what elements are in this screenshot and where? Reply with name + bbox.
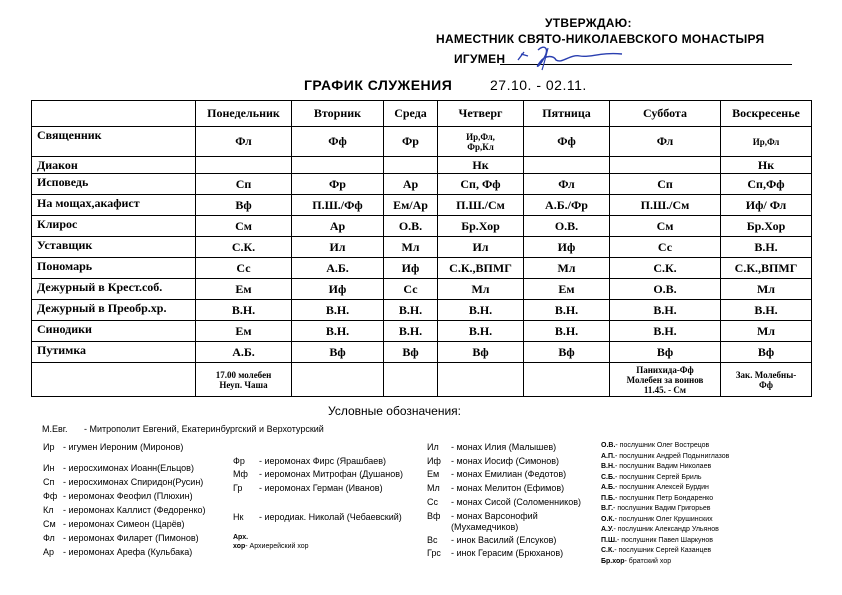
duty-cell: Вф (384, 342, 438, 363)
legend-code: Сс (427, 497, 438, 507)
role-label: Дежурный в Крест.соб. (32, 279, 196, 300)
duty-cell: Бр.Хор (438, 216, 524, 237)
legend-code: О.В. (601, 442, 616, 449)
legend-name: - иеромонах Митрофан (Душанов) (259, 469, 404, 479)
duty-cell: С.К.,ВПМГ (721, 258, 812, 279)
duty-cell: Фф (292, 127, 384, 157)
role-label: Путимка (32, 342, 196, 363)
legend-entry (601, 546, 711, 555)
legend-name: - послушник Олег Вострецов (615, 442, 710, 449)
role-label: Синодики (32, 321, 196, 342)
legend-entry (427, 535, 556, 546)
legend-code: А.Б. (601, 484, 615, 491)
legend-entry (427, 483, 564, 494)
duty-cell: В.Н. (438, 321, 524, 342)
igumen-label: ИГУМЕН (454, 52, 506, 66)
legend-entry (43, 477, 203, 488)
legend-code: Гр (233, 483, 243, 493)
duty-cell: Ем (524, 279, 610, 300)
legend-entry (233, 483, 383, 494)
legend-code: Ил (427, 442, 439, 452)
legend-entry (42, 424, 324, 435)
legend-name: - Архиерейский хор (245, 543, 309, 550)
legend-name: - иеромонах Арефа (Кульбака) (63, 547, 193, 557)
legend-name: - послушник Сергей Казанцев (614, 547, 712, 554)
legend-code: Кл (43, 505, 54, 515)
legend-code: В.Г. (601, 505, 614, 512)
legend-code: Сп (43, 477, 55, 487)
legend-entry (601, 525, 719, 534)
role-label: Диакон (32, 157, 196, 174)
approval-heading: УТВЕРЖДАЮ: (545, 16, 632, 30)
legend-entry (427, 442, 556, 453)
legend-entry (43, 519, 185, 530)
legend-code: В.Н. (601, 463, 615, 470)
legend-name: - иеросхимонах Иоанн(Ельцов) (63, 463, 194, 473)
legend-entry (601, 452, 729, 461)
legend-code: Ин (43, 463, 55, 473)
duty-cell: В.Н. (721, 237, 812, 258)
duty-cell: Иф/ Фл (721, 195, 812, 216)
duty-cell: С.К.,ВПМГ (438, 258, 524, 279)
legend-code: М.Евг. (42, 424, 68, 434)
duty-cell (524, 157, 610, 174)
legend-name: - Митрополит Евгений, Екатеринбургский и Верхотурский (84, 424, 324, 434)
duty-cell: Фл (196, 127, 292, 157)
duty-cell: Панихида-Фф Молебен за воинов 11.45. - См (610, 363, 721, 397)
duty-cell: Иф (524, 237, 610, 258)
duty-cell: В.Н. (524, 321, 610, 342)
schedule-row (32, 258, 812, 279)
legend-entry (601, 494, 713, 503)
day-header: Четверг (438, 101, 524, 127)
duty-cell: Сс (384, 279, 438, 300)
schedule-row (32, 157, 812, 174)
legend-entry (233, 533, 309, 551)
role-label: Клирос (32, 216, 196, 237)
duty-cell: Фл (524, 174, 610, 195)
duty-cell: Вф (524, 342, 610, 363)
duty-cell (524, 363, 610, 397)
duty-cell: Ем (196, 279, 292, 300)
role-label (32, 363, 196, 397)
duty-cell: В.Н. (384, 300, 438, 321)
duty-cell: В.Н. (292, 321, 384, 342)
legend-entry (43, 442, 183, 453)
day-header: Воскресенье (721, 101, 812, 127)
legend-entry (601, 473, 702, 482)
schedule-row (32, 342, 812, 363)
legend-code: А.У. (601, 526, 614, 533)
duty-cell: Вф (196, 195, 292, 216)
legend-entry (427, 548, 563, 559)
legend-name: - иеромонах Герман (Иванов) (259, 483, 383, 493)
role-label: Дежурный в Преобр.хр. (32, 300, 196, 321)
legend-entry (601, 462, 711, 471)
schedule-row (32, 127, 812, 157)
legend-name: - игумен Иероним (Миронов) (63, 442, 184, 452)
legend-title: Условные обозначения: (328, 404, 461, 418)
legend-code: См (43, 519, 56, 529)
legend-code: Фф (43, 491, 58, 501)
schedule-row (32, 321, 812, 342)
duty-cell (292, 363, 384, 397)
duty-cell: Ил (438, 237, 524, 258)
duty-cell: Иф (292, 279, 384, 300)
legend-code: Грс (427, 548, 441, 558)
legend-entry (43, 533, 199, 544)
duty-cell: Ем (196, 321, 292, 342)
legend-code: С.К. (601, 547, 615, 554)
duty-cell: В.Н. (610, 321, 721, 342)
days-header-row (32, 101, 812, 127)
legend-name: - иеромонах Филарет (Пимонов) (63, 533, 199, 543)
duty-cell: Мл (721, 279, 812, 300)
legend-code: Ир (43, 442, 55, 452)
schedule-dates: 27.10. - 02.11. (490, 77, 587, 93)
duty-cell: Фф (524, 127, 610, 157)
legend-entry (601, 515, 713, 524)
duty-cell: Зак. Молебны- Фф (721, 363, 812, 397)
duty-cell: Ир,Фл, Фр,Кл (438, 127, 524, 157)
duty-cell: Нк (438, 157, 524, 174)
legend-name: - послушник Сергей Бриль (614, 473, 702, 481)
day-header: Суббота (610, 101, 721, 127)
legend-entry (233, 512, 402, 523)
legend-name: - послушник Вадим Григорьев (613, 505, 711, 512)
duty-cell: Сп (610, 174, 721, 195)
role-label: Пономарь (32, 258, 196, 279)
duty-cell: П.Ш./См (438, 195, 524, 216)
legend-name: - монах Мелитон (Ефимов) (451, 483, 565, 493)
legend-code: Ар (43, 547, 55, 557)
legend-name: - монах Иосиф (Симонов) (451, 456, 560, 466)
duty-cell (610, 157, 721, 174)
duty-cell: Фр (384, 127, 438, 157)
schedule-row (32, 237, 812, 258)
legend-code: Арх. хор (233, 534, 249, 550)
duty-cell: С.К. (610, 258, 721, 279)
legend-name: - братский хор (624, 557, 672, 565)
duty-cell: Мл (524, 258, 610, 279)
role-label: Уставщик (32, 237, 196, 258)
legend-name: - послушник Петр Бондаренко (614, 494, 714, 502)
legend-name: - иеромонах Каллист (Федоренко) (63, 505, 206, 515)
duty-cell (292, 157, 384, 174)
schedule-table (31, 100, 812, 397)
legend-entry (43, 547, 192, 558)
duty-cell: Сп, Фф (438, 174, 524, 195)
duty-cell: См (196, 216, 292, 237)
day-header: Вторник (292, 101, 384, 127)
schedule-row (32, 174, 812, 195)
duty-cell (438, 363, 524, 397)
legend-entry (601, 536, 713, 545)
duty-cell: Ар (292, 216, 384, 237)
duty-cell: Сс (610, 237, 721, 258)
legend-code: О.К. (601, 515, 615, 523)
legend-name: - монах Илия (Малышев) (451, 442, 557, 452)
duty-cell: В.Н. (721, 300, 812, 321)
legend-name: - монах Емилиан (Федотов) (451, 469, 567, 479)
duty-cell: Вф (292, 342, 384, 363)
duty-cell: А.Б./Фр (524, 195, 610, 216)
day-header: Понедельник (196, 101, 292, 127)
legend-code: Нк (233, 512, 244, 522)
duty-cell: Мл (384, 237, 438, 258)
schedule-row (32, 363, 812, 397)
legend-name: - монах Варсонофий (Мухамедчиков) (451, 511, 538, 532)
legend-entry (601, 441, 709, 450)
duty-cell: Ар (384, 174, 438, 195)
legend-code: Вс (427, 535, 438, 545)
duty-cell: С.К. (196, 237, 292, 258)
legend-entry (43, 491, 193, 502)
duty-cell: Вф (438, 342, 524, 363)
legend-code: А.П. (601, 452, 615, 460)
day-header: Пятница (524, 101, 610, 127)
legend-entry (601, 557, 671, 566)
schedule-row (32, 195, 812, 216)
legend-name: - иеродиак. Николай (Чебаевский) (259, 512, 402, 522)
legend-entry (427, 511, 538, 533)
legend-name: - послушник Павел Шаркунов (616, 536, 713, 544)
duty-cell: Ем/Ар (384, 195, 438, 216)
legend-code: Мф (233, 469, 248, 479)
legend-code: Вф (427, 511, 441, 521)
legend-name: - монах Сисой (Соломенников) (451, 497, 581, 507)
day-header: Среда (384, 101, 438, 127)
duty-cell: См (610, 216, 721, 237)
legend-name: - иеросхимонах Спиридон(Русин) (63, 477, 204, 487)
legend-name: - послушник Александр Ульянов (613, 526, 719, 533)
schedule-row (32, 279, 812, 300)
legend-entry (233, 469, 403, 480)
duty-cell: А.Б. (292, 258, 384, 279)
legend-entry (601, 504, 710, 513)
duty-cell: Фр (292, 174, 384, 195)
duty-cell: Сс (196, 258, 292, 279)
duty-cell: Вф (721, 342, 812, 363)
legend-code: Фл (43, 533, 55, 543)
duty-cell: Иф (384, 258, 438, 279)
role-label: На мощах,акафист (32, 195, 196, 216)
duty-cell: О.В. (524, 216, 610, 237)
duty-cell: В.Н. (610, 300, 721, 321)
duty-cell: В.Н. (292, 300, 384, 321)
role-label: Исповедь (32, 174, 196, 195)
legend-code: П.Ш. (601, 536, 617, 544)
duty-cell (384, 363, 438, 397)
legend-entry (601, 483, 709, 492)
abbot-title: НАМЕСТНИК СВЯТО-НИКОЛАЕВСКОГО МОНАСТЫРЯ (436, 32, 765, 46)
legend-name: - послушник Алексей Бурдин (614, 484, 709, 491)
legend-code: Ем (427, 469, 440, 479)
duty-cell: П.Ш./Фф (292, 195, 384, 216)
duty-cell: Мл (438, 279, 524, 300)
duty-cell: Сп,Фф (721, 174, 812, 195)
duty-cell: А.Б. (196, 342, 292, 363)
legend-name: - иеромонах Феофил (Плюхин) (63, 491, 193, 501)
legend-code: Иф (427, 456, 441, 466)
duty-cell: Ир,Фл (721, 127, 812, 157)
duty-cell: Мл (721, 321, 812, 342)
legend-code: С.Б. (601, 473, 615, 481)
legend-entry (427, 497, 581, 508)
duty-cell: В.Н. (524, 300, 610, 321)
schedule-row (32, 216, 812, 237)
signature-icon (510, 42, 630, 72)
legend-name: - иеромонах Фирс (Ярашбаев) (259, 456, 387, 466)
duty-cell: Ил (292, 237, 384, 258)
duty-cell: В.Н. (196, 300, 292, 321)
duty-cell: О.В. (610, 279, 721, 300)
schedule-title: ГРАФИК СЛУЖЕНИЯ (304, 77, 453, 93)
legend-code: П.Б. (601, 494, 615, 502)
corner-cell (32, 101, 196, 127)
duty-cell: Сп (196, 174, 292, 195)
legend-code: Мл (427, 483, 440, 493)
duty-cell: Бр.Хор (721, 216, 812, 237)
legend-name: - инок Василий (Елсуков) (451, 535, 557, 545)
duty-cell: П.Ш./См (610, 195, 721, 216)
legend-entry (427, 456, 559, 467)
legend-name: - иеромонах Симеон (Царёв) (63, 519, 185, 529)
legend-entry (43, 505, 206, 516)
legend-code: Бр.хор (601, 557, 625, 565)
legend-name: - инок Герасим (Брюханов) (451, 548, 564, 558)
duty-cell: Нк (721, 157, 812, 174)
role-label: Священник (32, 127, 196, 157)
legend-code: Фр (233, 456, 245, 466)
schedule-row (32, 300, 812, 321)
duty-cell: О.В. (384, 216, 438, 237)
duty-cell: 17.00 молебен Неуп. Чаша (196, 363, 292, 397)
duty-cell: В.Н. (384, 321, 438, 342)
duty-cell: Вф (610, 342, 721, 363)
legend-name: - послушник Олег Крушинских (614, 515, 713, 523)
legend-entry (43, 463, 194, 474)
duty-cell (384, 157, 438, 174)
legend-entry (427, 469, 566, 480)
duty-cell: Фл (610, 127, 721, 157)
duty-cell: В.Н. (438, 300, 524, 321)
legend-entry (233, 456, 386, 467)
duty-cell (196, 157, 292, 174)
legend-name: - послушник Вадим Николаев (615, 463, 712, 470)
legend-name: - послушник Андрей Подыниглазов (614, 452, 730, 460)
